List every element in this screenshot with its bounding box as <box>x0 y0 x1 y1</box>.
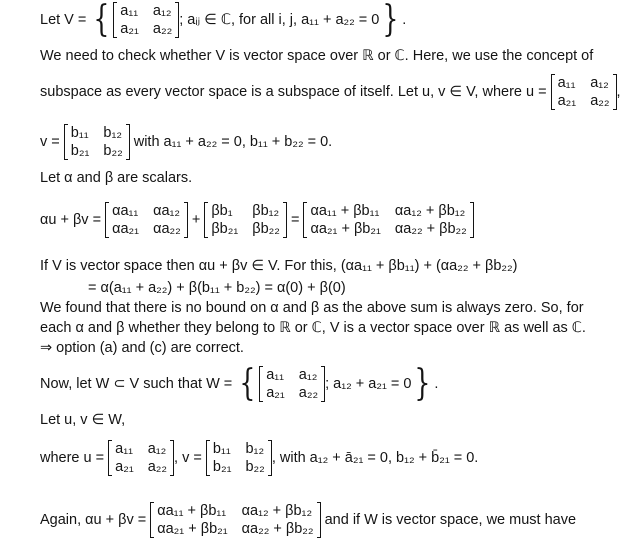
matrix-sum: αa₁₁ + βb₁₁ αa₁₂ + βb₁₂ αa₂₁ + βb₂₁ αa₂₂ + βb₂₂ <box>303 202 473 238</box>
definition-of-V: Let V = { a₁₁ a₁₂ a₂₁ a₂₂ ; aᵢⱼ ∈ ℂ, for all i, j, a₁₁ + a₂₂ = 0 } . <box>40 0 407 40</box>
matrix-u: a₁₁ a₁₂ a₂₁ a₂₂ <box>108 440 174 476</box>
paragraph-line: subspace as every vector space is a subspace of itself. Let u, v ∈ V, where u = a₁₁ a₁₂ a₂₁ a₂₂ , <box>40 75 621 109</box>
paragraph-line: v = b₁₁ b₁₂ b₂₁ b₂₂ with a₁₁ + a₂₂ = 0, b₁₁ + b₂₂ = 0. <box>40 125 333 159</box>
let-v-prefix: Let V = <box>40 11 87 28</box>
matrix-entry: a₁₁ <box>120 3 139 19</box>
set-V: { a₁₁ a₁₂ a₂₁ a₂₂ ; aᵢⱼ ∈ ℂ, for all i, j, a₁₁ + a₂₂ = 0 } <box>93 0 399 40</box>
paragraph-line: If V is vector space then αu + βv ∈ V. For this, (αa₁₁ + βb₁₁) + (αa₂₂ + βb₂₂) <box>40 258 518 274</box>
matrix-a <box>113 2 179 38</box>
paragraph-line: each α and β whether they belong to ℝ or ℂ, V is a vector space over ℝ as well as ℂ. <box>40 320 586 336</box>
matrix-entry: a₂₁ <box>120 21 139 37</box>
matrix-alpha-u: αa₁₁ αa₁₂ αa₂₁ αa₂₂ <box>105 202 188 238</box>
paragraph-line: We need to check whether V is vector space over ℝ or ℂ. Here, we use the concept of <box>40 48 594 64</box>
matrix-u: a₁₁ a₁₂ a₂₁ a₂₂ <box>551 74 617 110</box>
matrix-beta-v: βb₁ βb₁₂ βb₂₁ βb₂₂ <box>204 202 287 238</box>
paragraph-line: Let u, v ∈ W, <box>40 412 126 428</box>
matrix-v: b₁₁ b₁₂ b₂₁ b₂₂ <box>206 440 272 476</box>
linear-combination-equation: αu + βv = αa₁₁ αa₁₂ αa₂₁ αa₂₂ + βb₁ βb₁₂ βb₂₁ βb₂₂ = αa₁₁ + βb₁₁ αa₁₂ + βb₁₂ αa₂₁ + βb₂₁ αa₂₂ + βb₂₂ <box>40 202 625 238</box>
paragraph-line: = α(a₁₁ + a₂₂) + β(b₁₁ + b₂₂) = α(0) + β(0) <box>88 280 346 296</box>
matrix-entry: a₁₂ <box>152 3 172 19</box>
paragraph-line: We found that there is no bound on α and β as the above sum is always zero. So, for <box>40 300 584 316</box>
paragraph-line: where u = a₁₁ a₁₂ a₂₁ a₂₂ , v = b₁₁ b₁₂ b₂₁ b₂₂ , with a₁₂ + ā₂₁ = 0, b₁₂ + b̄₂₁ = 0. <box>40 441 479 475</box>
definition-of-W: Now, let W ⊂ V such that W = { a₁₁ a₁₂ a₂₁ a₂₂ ; a₁₂ + a₂₁ = 0 } . <box>40 363 439 404</box>
matrix-v: b₁₁ b₁₂ b₂₁ b₂₂ <box>64 124 130 160</box>
set-condition: ; aᵢⱼ ∈ ℂ, for all i, j, a₁₁ + a₂₂ = 0 <box>179 12 380 28</box>
paragraph-line: Let α and β are scalars. <box>40 170 193 186</box>
set-W: { a₁₁ a₁₂ a₂₁ a₂₂ ; a₁₂ + a₂₁ = 0 } <box>239 363 431 404</box>
matrix-entry: a₂₂ <box>152 21 173 37</box>
paragraph-line: ⇒ option (a) and (c) are correct. <box>40 340 244 356</box>
paragraph-line: Again, αu + βv = αa₁₁ + βb₁₁ αa₁₂ + βb₁₂ αa₂₁ + βb₂₁ αa₂₂ + βb₂₂ and if W is vector space, we must have <box>40 503 577 537</box>
matrix-a: a₁₁ a₁₂ a₂₁ a₂₂ <box>259 366 325 402</box>
matrix-sum: αa₁₁ + βb₁₁ αa₁₂ + βb₁₂ αa₂₁ + βb₂₁ αa₂₂ + βb₂₂ <box>150 502 320 538</box>
